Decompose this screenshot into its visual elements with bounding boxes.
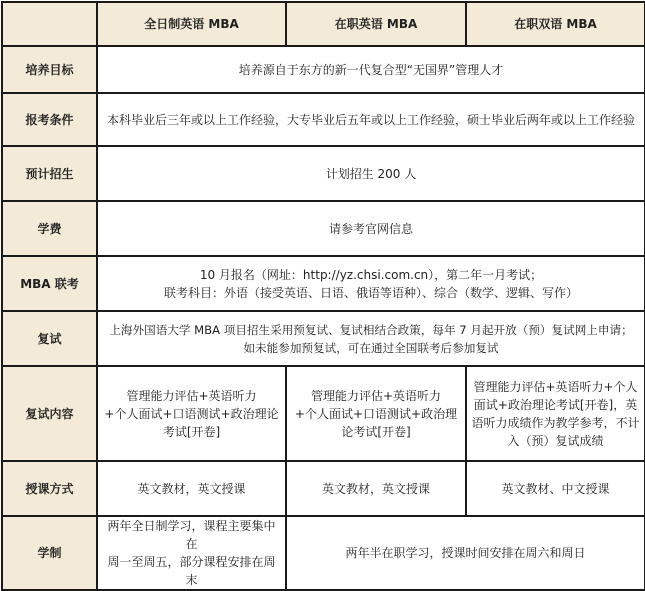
schedule-parttime: 两年半在职学习，授课时间安排在周六和周日 — [286, 516, 645, 590]
retest-content-col3-line: 管理能力评估+英语听力+个人 — [473, 379, 638, 394]
row-label-goal: 培养目标 — [2, 46, 97, 93]
teaching-parttime-bilingual: 英文教材、中文授课 — [466, 461, 645, 516]
retest-line-2: 如未能参加预复试，可在通过全国联考后参加复试 — [243, 340, 499, 355]
retest-content-col3-line: 入（预）复试成绩 — [507, 433, 604, 448]
row-retest — [2, 311, 645, 366]
row-label-exam: MBA 联考 — [2, 256, 97, 311]
retest-content-parttime-english — [286, 366, 466, 461]
row-goal — [2, 46, 645, 93]
row-label-requirements: 报考条件 — [2, 93, 97, 146]
row-label-schedule: 学制 — [2, 516, 97, 590]
corner-cell — [2, 2, 97, 46]
exam-line-1: 10 月报名（网址：http://yz.chsi.com.cn），第二年一月考试； — [199, 267, 543, 282]
row-label-tuition: 学费 — [2, 201, 97, 256]
row-teaching — [2, 461, 645, 516]
column-header-fulltime-english: 全日制英语 MBA — [97, 2, 286, 46]
retest-content-col1-line: 管理能力评估+英语听力 — [126, 388, 257, 403]
row-tuition — [2, 201, 645, 256]
retest-content-fulltime-english — [97, 366, 286, 461]
retest-content-col3-line: 面试+政治理论考试[开卷]，英 — [473, 397, 638, 412]
retest-content-col2-line: 论考试[开卷] — [341, 424, 411, 439]
goal-value: 培养源自于东方的新一代复合型“无国界”管理人才 — [97, 46, 645, 93]
column-header-parttime-bilingual: 在职双语 MBA — [466, 2, 645, 46]
schedule-col1-line: 周一至周五，部分课程安排在周末 — [107, 555, 276, 587]
schedule-col1-line: 两年全日制学习，课程主要集中在 — [107, 519, 276, 551]
row-schedule — [2, 516, 645, 590]
teaching-parttime-english: 英文教材，英文授课 — [286, 461, 466, 516]
requirements-value: 本科毕业后三年或以上工作经验，大专毕业后五年或以上工作经验，硕士毕业后两年或以上工作经验 — [97, 93, 645, 146]
retest-line-1: 上海外国语大学 MBA 项目招生采用预复试、复试相结合政策，每年 7 月起开放（预）复试网上申请； — [109, 322, 633, 337]
tuition-value: 请参考官网信息 — [97, 201, 645, 256]
header-row — [2, 2, 645, 46]
column-header-parttime-english: 在职英语 MBA — [286, 2, 466, 46]
retest-content-col2-line: 管理能力评估+英语听力 — [310, 388, 442, 403]
row-retest-content — [2, 366, 645, 461]
retest-content-col1-line: 考试[开卷] — [162, 424, 221, 439]
enrollment-value: 计划招生 200 人 — [97, 146, 645, 201]
exam-value — [97, 256, 645, 311]
mba-comparison-table — [1, 1, 645, 591]
teaching-fulltime-english: 英文教材，英文授课 — [97, 461, 286, 516]
row-label-enrollment: 预计招生 — [2, 146, 97, 201]
retest-content-col3-line: 语听力成绩作为教学参考，不计 — [471, 415, 640, 430]
exam-line-2: 联考科目：外语（接受英语、日语、俄语等语种）、综合（数学、逻辑、写作） — [163, 285, 578, 300]
retest-value — [97, 311, 645, 366]
retest-content-parttime-bilingual — [466, 366, 645, 461]
row-label-retest-content: 复试内容 — [2, 366, 97, 461]
row-enrollment — [2, 146, 645, 201]
retest-content-col1-line: +个人面试+口语测试+政治理论 — [104, 406, 279, 421]
row-requirements — [2, 93, 645, 146]
retest-content-col2-line: +个人面试+口语测试+政治理 — [294, 406, 458, 421]
row-label-teaching: 授课方式 — [2, 461, 97, 516]
row-label-retest: 复试 — [2, 311, 97, 366]
row-exam — [2, 256, 645, 311]
schedule-fulltime-english — [97, 516, 286, 590]
